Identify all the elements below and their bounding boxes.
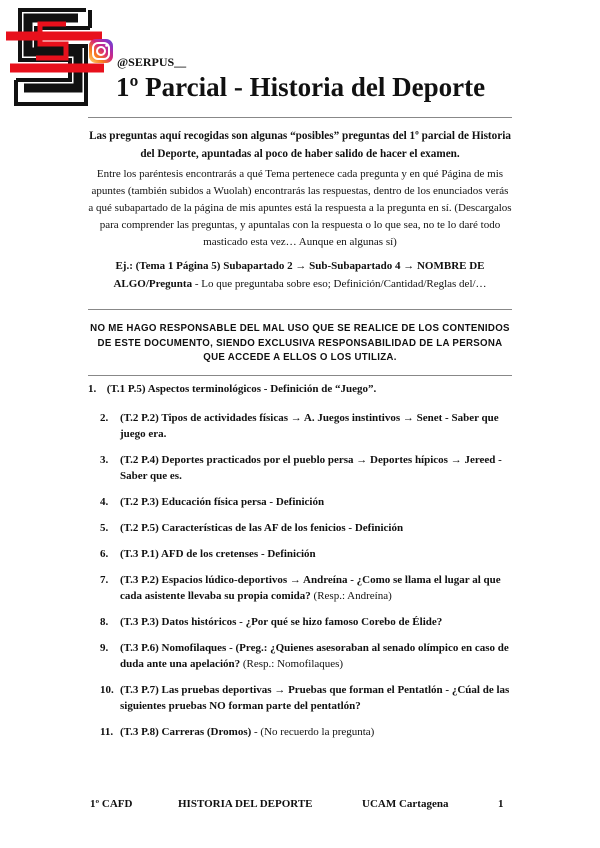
intro-explanation: Entre los paréntesis encontrarás a qué Tema pertenece cada pregunta y en qué Página de mis apuntes (también subidos a Wuolah) encontrarás las respuestas, dentro de los enunciados verás a qué subapartado de la página de mis apuntes está la respuesta a la pregunta en sí. (Descargalos para comprender las preguntas, y apuntalas con la respuesta o lo que sea, no te lo daré todo masticado esta vez… Aunque en algunas sí): [88, 168, 512, 248]
question-text: (T.2 P.4) Deportes practicados por el pueblo persa → Deportes hípicos → Jereed - Saber que es.: [120, 454, 502, 482]
example-format: [88, 257, 512, 293]
divider: [88, 375, 512, 376]
question-number: 9.: [100, 642, 109, 654]
question-text: (T.3 P.7) Las pruebas deportivas → Pruebas que forman el Pentatlón - ¿Cúal de las siguientes pruebas NO forman parte del pentatlón?: [120, 684, 510, 712]
question-number: 7.: [100, 574, 109, 586]
footer-page-number: 1: [498, 798, 504, 810]
list-item: [100, 640, 512, 672]
example-rest: - Lo que preguntaba sobre eso; Definición/Cantidad/Reglas del/…: [192, 278, 487, 290]
question-number: 6.: [100, 548, 109, 560]
list-item: [100, 572, 512, 604]
disclaimer: NO ME HAGO RESPONSABLE DEL MAL USO QUE SE REALICE DE LOS CONTENIDOS DE ESTE DOCUMENTO, SIENDO EXCLUSIVA RESPONSABILIDAD DE LA PERSONA QUE ACCEDE A ELLOS O LOS UTILIZA.: [90, 323, 510, 363]
list-item: [100, 614, 512, 630]
question-number: 8.: [100, 616, 109, 628]
question-note: (Resp.: Andreína): [310, 590, 392, 602]
question-text: (T.1 P.5) Aspectos terminológicos - Definición de “Juego”.: [106, 383, 377, 395]
list-item: [100, 546, 512, 562]
page-title: 1º Parcial - Historia del Deporte: [116, 72, 486, 102]
list-item: [100, 452, 512, 484]
question-text: (T.3 P.8) Carreras (Dromos): [120, 726, 252, 738]
list-item: [100, 724, 512, 740]
question-number: 5.: [100, 522, 109, 534]
question-list: [100, 400, 512, 740]
question-text: (T.3 P.6) Nomofilaques - (Preg.: ¿Quienes asesoraban al senado olímpico en caso de duda ante una apelación?: [120, 642, 509, 670]
question-note: (Resp.: Nomofilaques): [240, 658, 344, 670]
question-number: 2.: [100, 412, 109, 424]
divider: [88, 117, 512, 118]
question-1: [88, 383, 376, 395]
footer-university: UCAM Cartagena: [362, 798, 449, 810]
instagram-handle: @SERPUS__: [117, 55, 187, 69]
question-number: 1.: [88, 383, 97, 395]
question-text: (T.3 P.3) Datos históricos - ¿Por qué se hizo famoso Corebo de Élide?: [120, 616, 443, 628]
list-item: [100, 520, 512, 536]
intro-summary: Las preguntas aquí recogidas son algunas “posibles” preguntas del 1º parcial de Historia del Deporte, apuntadas al poco de haber salido de hacer el examen.: [89, 130, 511, 160]
list-item: [100, 410, 512, 442]
question-number: 10.: [100, 684, 114, 696]
question-text: (T.3 P.2) Espacios lúdico-deportivos → Andreína - ¿Como se llama el lugar al que cada asistente llevaba su propia comida?: [120, 574, 501, 602]
question-text: (T.3 P.1) AFD de los cretenses - Definición: [120, 548, 316, 560]
question-number: 4.: [100, 496, 109, 508]
example-bold: Ej.: (Tema 1 Página 5) Subapartado 2 → Sub-Subapartado 4 → NOMBRE DE ALGO/Pregunta: [113, 260, 485, 290]
list-item: [100, 494, 512, 510]
list-item: [100, 682, 512, 714]
question-text: (T.2 P.3) Educación física persa - Definición: [120, 496, 325, 508]
question-number: 3.: [100, 454, 109, 466]
instagram-icon: [88, 38, 114, 64]
question-text: (T.2 P.2) Tipos de actividades físicas → A. Juegos instintivos → Senet - Saber que juego era.: [120, 412, 499, 440]
question-text: (T.2 P.5) Características de las AF de los fenicios - Definición: [120, 522, 404, 534]
footer-subject: HISTORIA DEL DEPORTE: [178, 798, 313, 810]
question-number: 11.: [100, 726, 114, 738]
divider: [88, 309, 512, 310]
footer-course: 1º CAFD: [90, 798, 133, 810]
question-note: - (No recuerdo la pregunta): [251, 726, 375, 738]
